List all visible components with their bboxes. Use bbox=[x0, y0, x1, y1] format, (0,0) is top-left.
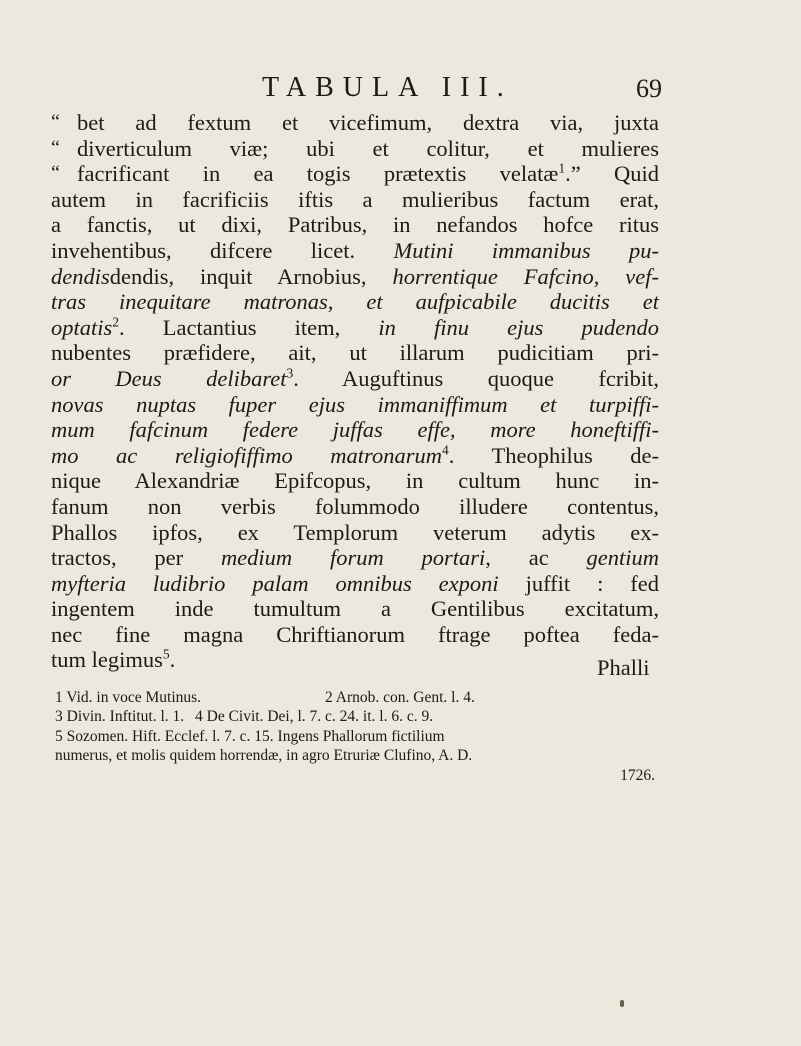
footnote-ref: 2 bbox=[112, 314, 120, 330]
text-line: mum fafcinum federe juffas effe, more honeftiffi- bbox=[51, 417, 659, 443]
text-line: ingentem inde tumultum a Gentilibus excitatum, bbox=[51, 596, 659, 622]
text-line: optatis$^2$. Lactantius item, in finu ejus pudendo bbox=[51, 314, 659, 340]
text-line: a fanctis, ut dixi, Patribus, in nefandos hofce ritus bbox=[51, 212, 659, 238]
text-line: invehentibus, difcere licet. Mutini immanibus pu- bbox=[51, 237, 660, 263]
footnote-ref: 3 bbox=[286, 365, 294, 381]
text-line: “ facrificant in ea togis prætextis velatæ$^1$.” Quid bbox=[51, 160, 659, 187]
footnote-2: 2 Arnob. con. Gent. l. 4. bbox=[325, 689, 475, 706]
footnote-5-continued: numerus, et molis quidem horrendæ, in agro Etruriæ Clufino, A. D. bbox=[55, 747, 473, 765]
text-line: or Deus delibaret$^3$. Auguftinus quoque fcribit, bbox=[51, 365, 659, 391]
text-line: nec fine magna Chriftianorum ftrage poftea feda- bbox=[51, 621, 659, 647]
text-line: Phallos ipfos, ex Templorum veterum adytis ex- bbox=[51, 519, 659, 545]
footnote-4: 4 De Civit. Dei, l. 7. c. 24. it. l. 6. c. 9. bbox=[195, 708, 434, 726]
catchword: Phalli bbox=[597, 655, 650, 680]
footnote-row bbox=[55, 688, 655, 707]
text-line: novas nuptas fuper ejus immaniffimum et turpiffi- bbox=[51, 391, 659, 417]
text-line: tractos, per medium forum portari, ac gentium bbox=[51, 545, 659, 571]
footnote-5: 5 Sozomen. Hift. Ecclef. l. 7. c. 15. Ingens Phallorum fictilium bbox=[55, 727, 445, 745]
page-number: 69 bbox=[636, 74, 662, 103]
footnote-ref: 5 bbox=[162, 646, 170, 662]
text-line: “ bet ad fextum et vicefimum, dextra via, juxta bbox=[51, 110, 659, 135]
text-line: fanum non verbis folummodo illudere contentus, bbox=[51, 493, 659, 519]
text-line: tum legimus$^5$. bbox=[51, 646, 176, 673]
text-line: dendisdendis, inquit Arnobius, horrentique Fafcino, vef- bbox=[51, 263, 659, 289]
footnote-ref: 1 bbox=[558, 160, 566, 176]
page-header bbox=[0, 72, 801, 112]
footnote-5-year: 1726. bbox=[620, 766, 655, 784]
ink-speck bbox=[620, 1000, 624, 1007]
text-line: myfteria ludibrio palam omnibus exponi juffit : fed bbox=[51, 570, 659, 596]
text-line: nique Alexandriæ Epifcopus, in cultum hunc in- bbox=[51, 468, 659, 494]
running-title: TABULA III. bbox=[262, 72, 513, 103]
text-line: “ diverticulum viæ; ubi et colitur, et mulieres bbox=[51, 135, 659, 161]
text-line: nubentes præfidere, ait, ut illarum pudicitiam pri- bbox=[51, 340, 659, 366]
footnote-1: 1 Vid. in voce Mutinus. bbox=[55, 689, 202, 706]
footnote-3: 3 Divin. Inftitut. l. 1. bbox=[55, 708, 185, 726]
text-line: autem in facrificiis iftis a mulieribus factum erat, bbox=[51, 186, 659, 212]
text-line: mo ac religiofiffimo matronarum$^4$. Theophilus de- bbox=[51, 442, 659, 468]
footnote-ref: 4 bbox=[441, 442, 449, 458]
footnote-row bbox=[55, 707, 655, 726]
text-line: tras inequitare matronas, et aufpicabile ducitis et bbox=[51, 289, 659, 315]
main-text bbox=[51, 110, 659, 673]
footnotes bbox=[55, 688, 655, 785]
